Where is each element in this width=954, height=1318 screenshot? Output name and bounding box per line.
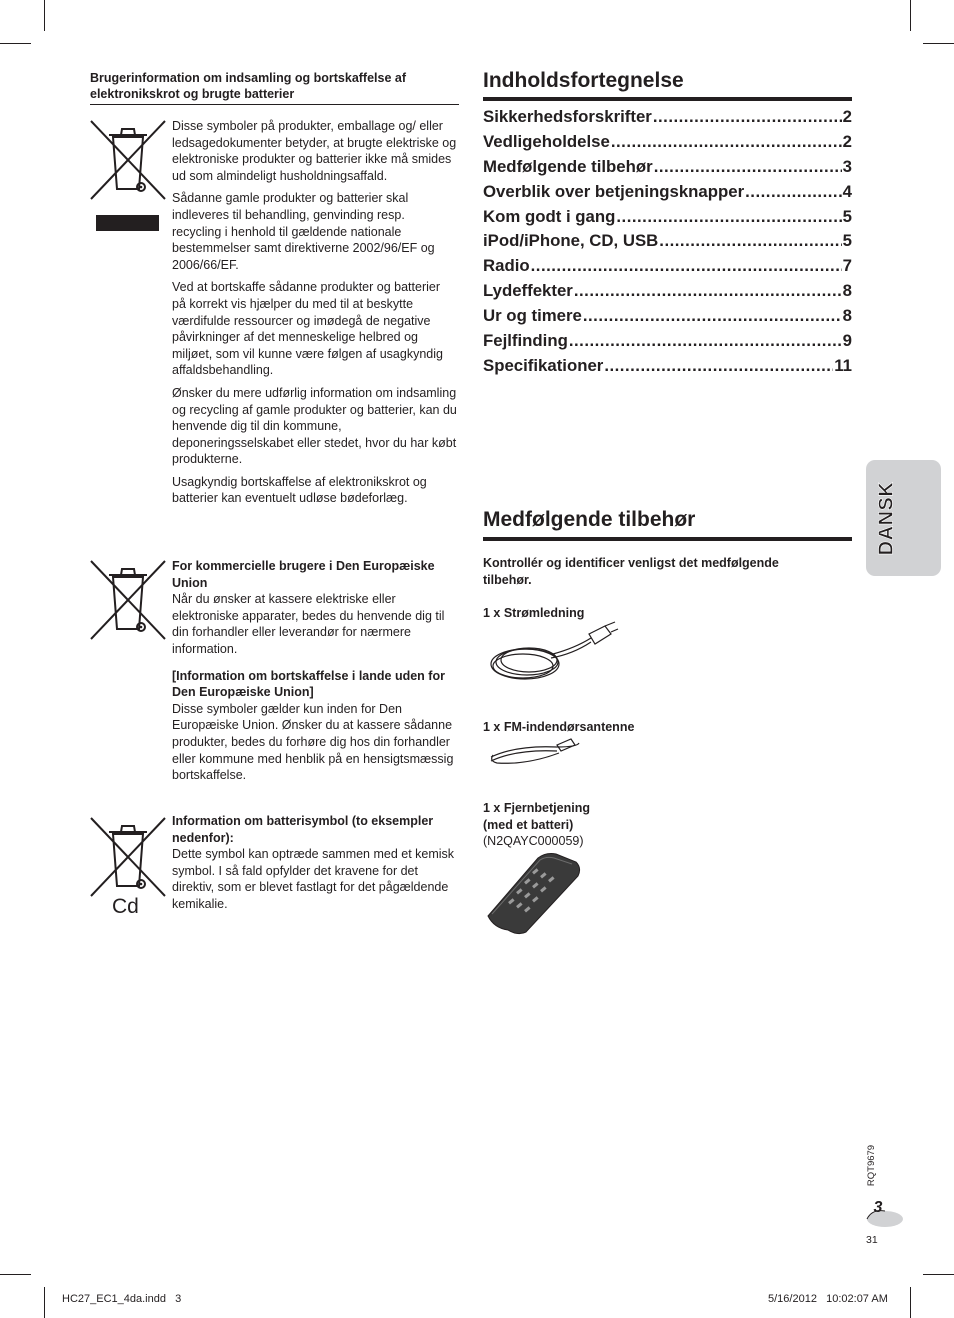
- crop-mark: [923, 43, 954, 44]
- toc-entry-title: Fejlfinding: [483, 331, 568, 351]
- crop-mark: [44, 0, 45, 31]
- toc-leader: [745, 182, 842, 202]
- paragraph: Dette symbol kan optræde sammen med et kemisk symbol. I så fald opfylder det kravene for det direktiv, som er blevet fastlagt for det pågældende kemikalie.: [172, 847, 455, 911]
- paragraph: Når du ønsker at kassere elektriske eller elektroniske apparater, bedes du henvende dig til din forhandler eller leverandør for nærmere information.: [172, 592, 445, 656]
- toc-entry-title: Medfølgende tilbehør: [483, 156, 653, 176]
- toc-leader: [653, 107, 842, 127]
- paragraph: Usagkyndig bortskaffelse af elektronikskrot og batterier kan eventuelt udløse bødeforlæg.: [172, 474, 427, 506]
- accessory-label: 1 x Fjernbetjening: [483, 801, 590, 815]
- disposal-text-block-3: [172, 813, 457, 919]
- disposal-text-block-1: [172, 118, 457, 513]
- toc-entry-title: Sikkerhedsforskrifter: [483, 107, 652, 126]
- toc-entry[interactable]: [483, 356, 852, 381]
- toc-leader: [569, 331, 842, 351]
- toc-entry-title: iPod/iPhone, CD, USB: [483, 231, 659, 251]
- toc-entry[interactable]: [483, 182, 852, 207]
- toc-leader: [654, 157, 842, 177]
- crop-mark: [910, 1287, 911, 1318]
- commercial-users-heading: For kommercielle brugere i Den Europæiske Union: [172, 559, 435, 590]
- toc-leader: [616, 207, 841, 227]
- toc-entry[interactable]: [483, 331, 852, 356]
- toc-entry[interactable]: [483, 306, 852, 331]
- toc-leader: [583, 306, 842, 326]
- outside-eu-heading: [Information om bortskaffelse i lande uden for Den Europæiske Union]: [172, 668, 445, 700]
- crossed-out-wheelie-bin-icon: [89, 816, 167, 898]
- chemical-symbol: Cd: [112, 895, 139, 918]
- toc-entry-page: 5: [842, 231, 852, 251]
- toc-entry[interactable]: [483, 256, 852, 281]
- accessory-label: 1 x FM-indendørsantenne: [483, 720, 635, 734]
- paragraph: Disse symboler gælder kun inden for Den Europæiske Union. Ønsker du at kassere sådanne produkter, bedes du forhøre dig hos din forhandler eller kommune med henblik på en hensigtsmæssig bortskaffelse.: [172, 701, 454, 783]
- toc-leader: [611, 132, 842, 152]
- toc-entry[interactable]: [483, 107, 852, 132]
- crop-mark: [0, 43, 31, 44]
- crop-mark: [910, 0, 911, 31]
- toc-entry-title: Specifikationer: [483, 355, 604, 375]
- accessory-label: (med et batteri): [483, 818, 574, 832]
- toc-entry-title: Radio: [483, 256, 530, 276]
- accessories-title: Medfølgende tilbehør: [483, 508, 696, 531]
- toc-entry[interactable]: [483, 281, 852, 306]
- crop-mark: [44, 1287, 45, 1318]
- paragraph: Ved at bortskaffe sådanne produkter og batterier på korrekt vis hjælper du med til at beskytte værdifulde ressourcer og imødegå de negative påvirkninger af det menneskelige helbred og miljøet, som vil kunne være følgen af usagkyndig affaldsbehandling.: [172, 280, 443, 378]
- toc-entry-page: 3: [842, 156, 852, 176]
- toc-entry-title: Vedligeholdelse: [483, 131, 610, 151]
- crop-mark: [923, 1274, 954, 1275]
- accessories-title-rule: [483, 537, 852, 541]
- heading-rule: [90, 104, 459, 105]
- toc-entry-title: Kom godt i gang: [483, 206, 616, 226]
- toc-entry-page: 11: [834, 355, 852, 375]
- toc-leader: [604, 356, 833, 376]
- toc-entry-page: 4: [842, 181, 852, 201]
- footer-filename: HC27_EC1_4da.indd 3: [62, 1293, 182, 1305]
- paragraph: Ønsker du mere udførlig information om indsamling og recycling af gamle produkter og batterier, kan du henvende dig til din kommune, deponeringsselskabet eller stedet, hvor du har købt produkterne.: [172, 385, 457, 467]
- accessory-label: 1 x Strømledning: [483, 606, 585, 620]
- crossed-out-wheelie-bin-icon: [89, 119, 167, 201]
- toc-title-rule: [483, 97, 852, 101]
- toc-entry-title: Ur og timere: [483, 306, 582, 326]
- toc-leader: [574, 281, 842, 301]
- remote-control-icon: [486, 850, 582, 941]
- fm-antenna-icon: [487, 735, 583, 774]
- crop-mark: [0, 1274, 31, 1275]
- toc-entry[interactable]: [483, 207, 852, 232]
- language-tab-label: DANSK: [875, 481, 898, 555]
- crossed-out-wheelie-bin-icon: [89, 559, 167, 641]
- toc-entry-page: 7: [842, 256, 852, 276]
- toc-entry-page: 5: [842, 206, 852, 226]
- toc-entry-page: 2: [842, 131, 852, 151]
- disposal-heading: Brugerinformation om indsamling og bortskaffelse af elektronikskrot og brugte batterier: [90, 71, 407, 101]
- battery-symbol-heading: Information om batterisymbol (to eksempler nedenfor):: [172, 814, 434, 845]
- table-of-contents: [483, 107, 852, 381]
- sheet-number: 31: [866, 1234, 878, 1246]
- toc-leader: [531, 256, 842, 276]
- power-cord-icon: [487, 620, 619, 689]
- toc-entry[interactable]: [483, 132, 852, 157]
- toc-title: Indholdsfortegnelse: [483, 69, 684, 92]
- toc-entry-page: 8: [842, 306, 852, 326]
- toc-entry-page: 9: [842, 331, 852, 351]
- page-number: 3: [873, 1199, 883, 1216]
- accessory-model: (N2QAYC000059): [483, 834, 584, 848]
- document-code: RQT9679: [866, 1144, 878, 1186]
- toc-entry-title: Lydeffekter: [483, 281, 573, 301]
- paragraph: Disse symboler på produkter, emballage og/ eller ledsagedokumenter betyder, at brugte elektriske og elektroniske produkter og batterier ikke må smides ud som almindeligt husholdningsaffald.: [172, 119, 457, 183]
- toc-entry-page: 8: [842, 281, 852, 301]
- toc-entry[interactable]: [483, 157, 852, 182]
- toc-leader: [659, 231, 841, 251]
- disposal-text-block-2: [172, 558, 457, 790]
- toc-entry[interactable]: [483, 231, 852, 256]
- toc-entry-page: 2: [842, 107, 852, 126]
- accessories-intro: Kontrollér og identificer venligst det medfølgende tilbehør.: [483, 556, 779, 587]
- separate-collection-bar: [96, 215, 159, 231]
- toc-entry-title: Overblik over betjeningsknapper: [483, 181, 745, 201]
- footer-timestamp: 5/16/2012 10:02:07 AM: [768, 1293, 888, 1305]
- paragraph: Sådanne gamle produkter og batterier skal indleveres til behandling, genvinding resp. recycling i henhold til gældende nationale bestemmelser samt direktiverne 2002/96/EF og 2006/66/EF.: [172, 191, 435, 272]
